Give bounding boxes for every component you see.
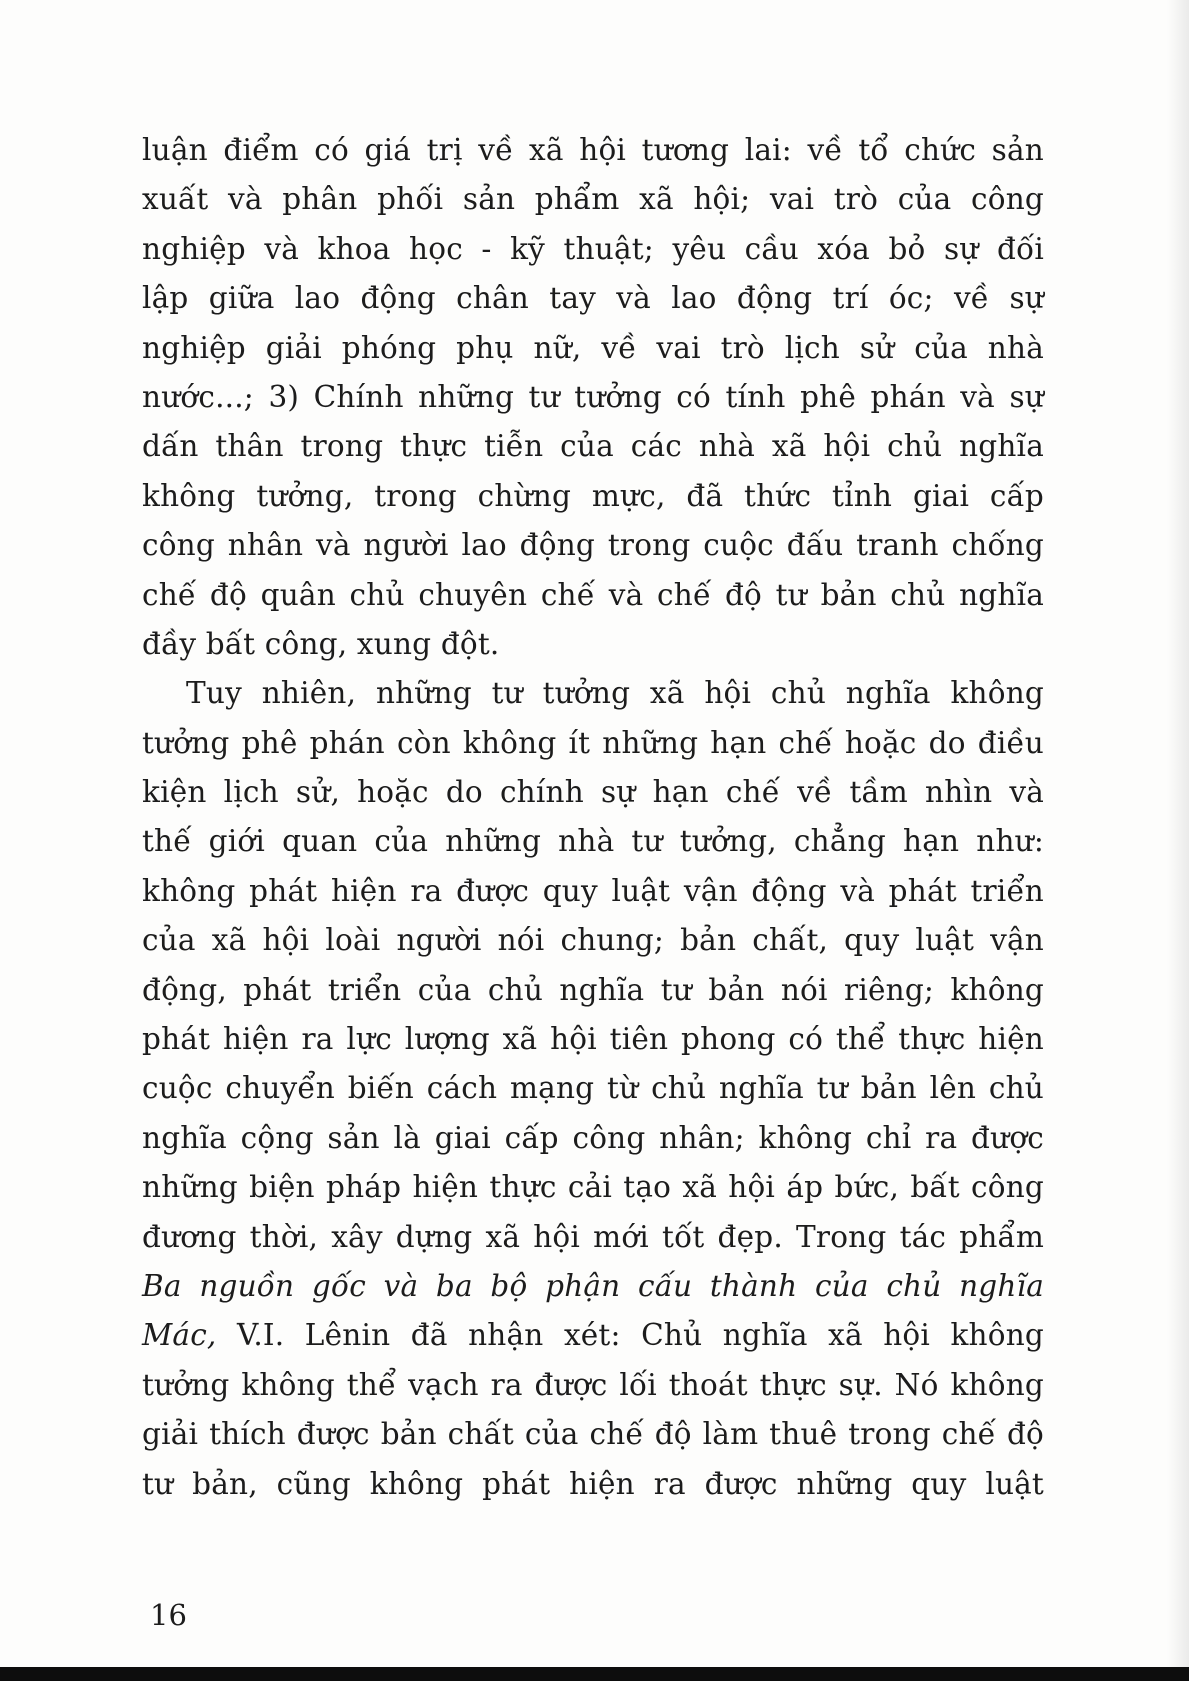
text-line: không tưởng, trong chừng mực, đã thức tỉnh giai cấp <box>142 478 1044 513</box>
text-line: lập giữa lao động chân tay và lao động trí óc; về sự <box>142 281 1044 316</box>
text-line: động, phát triển của chủ nghĩa tư bản nói riêng; không <box>142 972 1044 1007</box>
text-line: xuất và phân phối sản phẩm xã hội; vai trò của công <box>142 182 1044 217</box>
text-line: những biện pháp hiện thực cải tạo xã hội áp bức, bất công <box>142 1170 1044 1205</box>
book-title-end: Mác, <box>142 1318 217 1353</box>
text-line: giải thích được bản chất của chế độ làm thuê trong chế độ <box>142 1417 1044 1452</box>
text-line: chế độ quân chủ chuyên chế và chế độ tư bản chủ nghĩa <box>142 577 1044 612</box>
text-line: Tuy nhiên, những tư tưởng xã hội chủ nghĩa không <box>186 676 1044 711</box>
text-line: nghiệp và khoa học - kỹ thuật; yêu cầu xóa bỏ sự đối <box>142 231 1044 266</box>
text-line: của xã hội loài người nói chung; bản chất, quy luật vận <box>142 923 1044 958</box>
scan-shadow <box>1167 0 1189 1681</box>
text-line: đương thời, xây dựng xã hội mới tốt đẹp. Trong tác phẩm <box>142 1219 1044 1254</box>
text-line: phát hiện ra lực lượng xã hội tiên phong có thể thực hiện <box>142 1022 1044 1057</box>
text-line: cuộc chuyển biến cách mạng từ chủ nghĩa tư bản lên chủ <box>142 1071 1044 1106</box>
paragraph-2 <box>142 669 1044 1509</box>
text-line: tưởng phê phán còn không ít những hạn chế hoặc do điều <box>142 725 1044 760</box>
body-text <box>142 126 1044 1509</box>
text-line: nghiệp giải phóng phụ nữ, về vai trò lịch sử của nhà <box>142 330 1044 365</box>
text-line: tưởng không thể vạch ra được lối thoát thực sự. Nó không <box>142 1367 1044 1402</box>
text-line: không phát hiện ra được quy luật vận động và phát triển <box>142 873 1044 908</box>
text-line: luận điểm có giá trị về xã hội tương lai: về tổ chức sản <box>142 133 1044 167</box>
text-fragment: V.I. Lênin đã nhận xét: Chủ nghĩa xã hội không <box>216 1318 1044 1353</box>
text-line: kiện lịch sử, hoặc do chính sự hạn chế về tầm nhìn và <box>142 775 1044 810</box>
text-line: tư bản, cũng không phát hiện ra được những quy luật <box>142 1466 1044 1501</box>
text-line: thế giới quan của những nhà tư tưởng, chẳng hạn như: <box>142 824 1044 859</box>
scan-border <box>0 1667 1189 1681</box>
text-line <box>142 1311 1044 1360</box>
page-number: 16 <box>150 1598 187 1632</box>
text-line: công nhân và người lao động trong cuộc đấu tranh chống <box>142 528 1044 563</box>
text-line: đầy bất công, xung đột. <box>142 626 500 661</box>
text-line: nghĩa cộng sản là giai cấp công nhân; không chỉ ra được <box>142 1120 1044 1155</box>
paragraph-1 <box>142 126 1044 669</box>
book-title-line: Ba nguồn gốc và ba bộ phận cấu thành của chủ nghĩa <box>142 1268 1044 1303</box>
text-line: nước...; 3) Chính những tư tưởng có tính phê phán và sự <box>142 379 1044 414</box>
text-line: dấn thân trong thực tiễn của các nhà xã hội chủ nghĩa <box>142 429 1044 464</box>
